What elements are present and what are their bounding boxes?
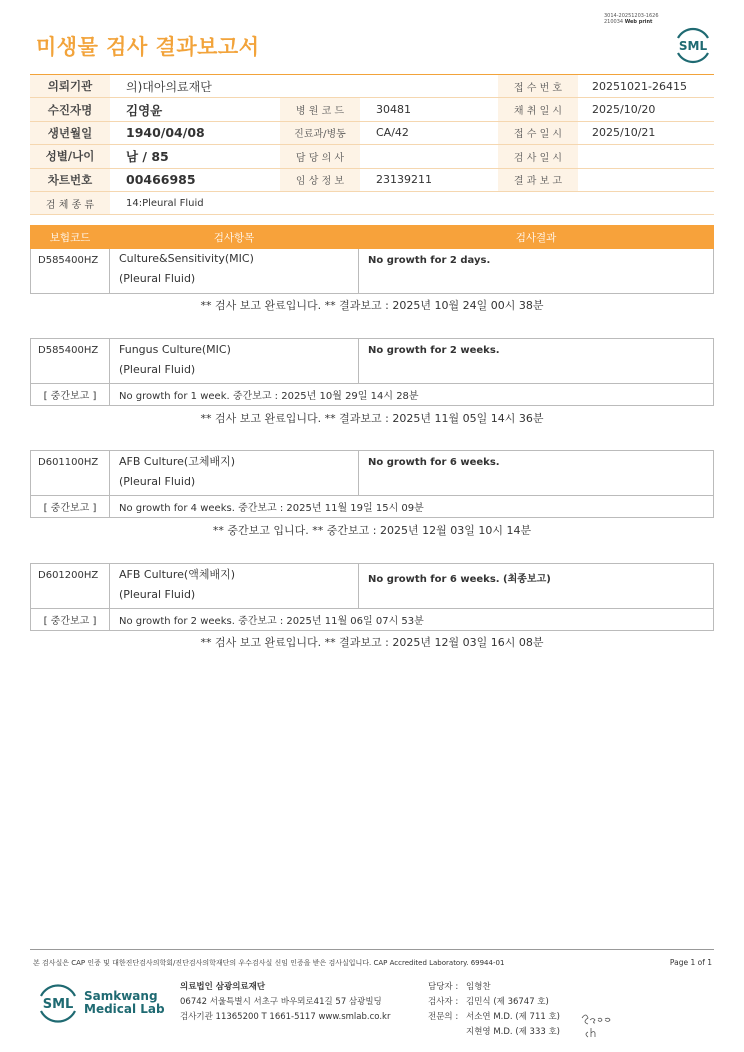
report-status: ** 중간보고 입니다. ** 중간보고 : 2025년 12월 03일 10시 14분 xyxy=(212,524,532,537)
result-block: D601100HZ AFB Culture(고체배지) (Pleural Fluid) No growth for 6 weeks. [ 중간보고 ] No growth for 4 weeks. 중간보고 : 2025년 11월 19일 15시 09분 xyxy=(30,450,714,518)
staff-list: 담당자 : 임형찬 검사자 : 김민식 (제 36747 호) 전문의 : 서소연 M.D. (제 711 호) 지현영 M.D. (제 333 호) xyxy=(428,982,561,1037)
report-status: ** 검사 보고 완료입니다. ** 결과보고 : 2025년 12월 03일 16시 08분 xyxy=(200,636,544,649)
page-number: Page 1 of 1 xyxy=(669,958,712,967)
result-block: D601200HZ AFB Culture(액체배지) (Pleural Fluid) No growth for 6 weeks. (최종보고) [ 중간보고 ] No growth for 2 weeks. 중간보고 : 2025년 11월 06일 07시 53분 xyxy=(30,563,714,631)
info-row: 성별/나이 남 / 85 담 당 의 사 검 사 일 시 xyxy=(30,145,714,168)
sml-logo xyxy=(672,24,714,66)
svg-text:SML: SML xyxy=(678,39,708,53)
lab-address: 의료법인 삼광의료재단 06742 서울특별시 서초구 바우뫼로41길 57 삼광빌딩 검사기관 11365200 T 1661-5117 www.smlab.co.kr xyxy=(180,982,391,1022)
info-row: 의뢰기관 의)대아의료재단 접 수 번 호 20251021-26415 xyxy=(30,75,714,98)
info-row: 차트번호 00466985 임 상 정 보 23139211 결 과 보 고 xyxy=(30,169,714,192)
sml-logo-footer xyxy=(36,981,80,1025)
brand-name: Samkwang Medical Lab xyxy=(84,989,165,1016)
info-row: 생년월일 1940/04/08 진료과/병동 CA/42 접 수 일 시 2025/10/21 xyxy=(30,122,714,145)
result-block: D585400HZ Culture&Sensitivity(MIC) (Pleural Fluid) No growth for 2 days. xyxy=(30,249,714,294)
results-header: 보험코드 검사항목 검사결과 xyxy=(30,225,714,249)
page-title: 미생물 검사 결과보고서 xyxy=(36,35,260,59)
accreditation-note: 본 검사실은 CAP 인증 및 대한진단검사의학회/진단검사의학재단의 우수검사실 신임 인증을 받은 검사실입니다. CAP Accredited Laboratory. 69944-01 xyxy=(33,959,505,967)
footer-divider xyxy=(30,949,714,950)
print-id: 3014-20251203-1626 210034 Web print xyxy=(604,13,659,25)
info-row: 수진자명 김영윤 병 원 코 드 30481 채 취 일 시 2025/10/20 xyxy=(30,98,714,121)
result-block: D585400HZ Fungus Culture(MIC) (Pleural Fluid) No growth for 2 weeks. [ 중간보고 ] No growth for 1 week. 중간보고 : 2025년 10월 29일 14시 28분 xyxy=(30,338,714,406)
info-row: 검 체 종 류 14:Pleural Fluid xyxy=(30,192,714,215)
interim-row: [ 중간보고 ] No growth for 1 week. 중간보고 : 2025년 10월 29일 14시 28분 xyxy=(31,383,713,405)
svg-text:SML: SML xyxy=(42,997,74,1012)
interim-row: [ 중간보고 ] No growth for 4 weeks. 중간보고 : 2025년 11월 19일 15시 09분 xyxy=(31,495,713,517)
signature xyxy=(578,1010,618,1040)
report-status: ** 검사 보고 완료입니다. ** 결과보고 : 2025년 11월 05일 14시 36분 xyxy=(200,412,544,425)
patient-info-table xyxy=(30,74,714,215)
interim-row: [ 중간보고 ] No growth for 2 weeks. 중간보고 : 2025년 11월 06일 07시 53분 xyxy=(31,608,713,630)
report-status: ** 검사 보고 완료입니다. ** 결과보고 : 2025년 10월 24일 00시 38분 xyxy=(200,299,544,312)
